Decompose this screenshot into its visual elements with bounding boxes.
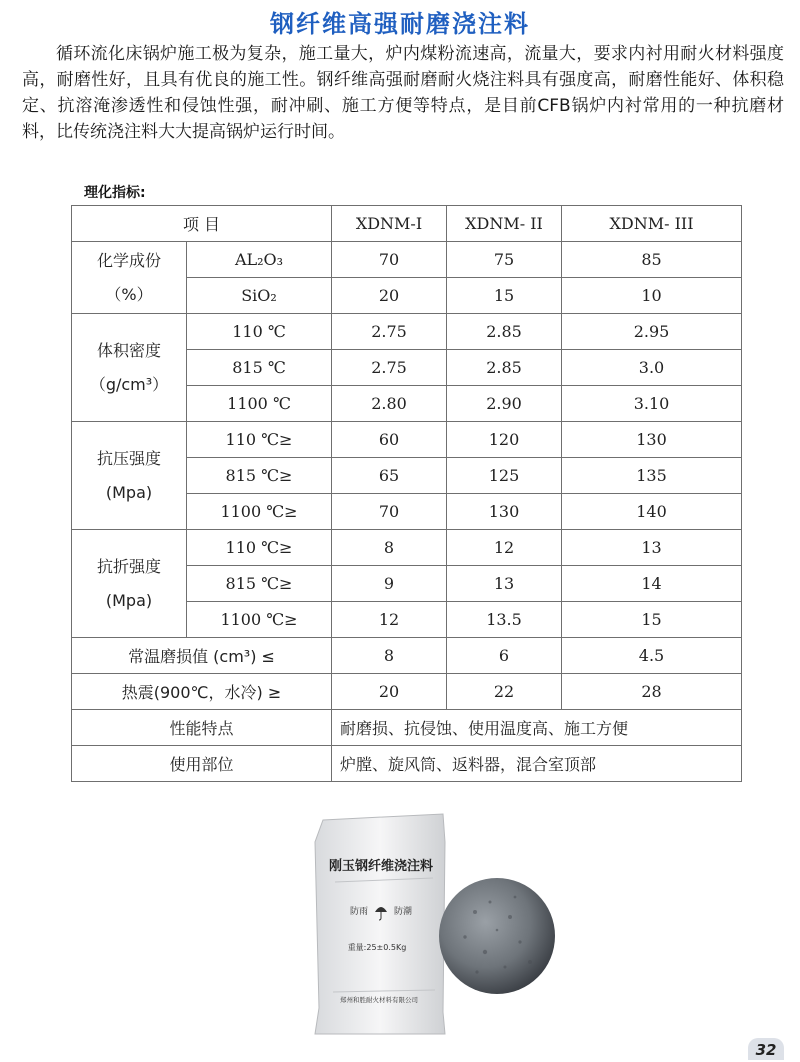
table-row [72,710,742,746]
cell-value: 8 [332,638,447,674]
group-label-flex [72,530,187,638]
cell-value: 15 [447,278,562,314]
cell-value: 2.95 [562,314,742,350]
table-row [72,242,742,278]
bag-title-text: 刚玉钢纤维浇注料 [328,859,434,874]
cell-value: 20 [332,674,447,710]
cell-value: 15 [562,602,742,638]
bag-warning-right: 防潮 [393,907,413,917]
cell-value: 65 [332,458,447,494]
table-row [72,530,742,566]
group-unit: （g/cm³） [89,374,169,394]
group-name: 体积密度 [96,340,161,360]
row-item: AL₂O₃ [187,242,332,278]
header-xdnm-3: XDNM- III [562,206,742,242]
cell-value: 6 [447,638,562,674]
row-item: 1100 ℃≥ [187,602,332,638]
row-item: 110 ℃ [187,314,332,350]
row-item-features: 性能特点 [72,710,332,746]
table-row [72,638,742,674]
cell-value: 120 [447,422,562,458]
cell-value: 70 [332,494,447,530]
row-item: 1100 ℃ [187,386,332,422]
group-unit: (Mpa) [105,482,153,502]
features-value: 耐磨损、抗侵蚀、使用温度高、施工方便 [332,710,742,746]
row-item: 110 ℃≥ [187,422,332,458]
group-label-density [72,314,187,422]
page-title: 钢纤维高强耐磨浇注料 [270,10,530,38]
header-xdnm-2: XDNM- II [447,206,562,242]
group-name: 抗压强度 [96,448,161,468]
cell-value: 13.5 [447,602,562,638]
cell-value: 13 [447,566,562,602]
group-name: 化学成份 [96,250,161,270]
row-item: 1100 ℃≥ [187,494,332,530]
cell-value: 12 [332,602,447,638]
usage-value: 炉膛、旋风筒、返料器，混合室顶部 [332,746,742,782]
cell-value: 75 [447,242,562,278]
spec-section-label: 理化指标: [84,185,146,201]
cell-value: 3.0 [562,350,742,386]
row-item: SiO₂ [187,278,332,314]
cell-value: 85 [562,242,742,278]
header-xdnm-1: XDNM-I [332,206,447,242]
cell-value: 13 [562,530,742,566]
cell-value: 9 [332,566,447,602]
cell-value: 140 [562,494,742,530]
cell-value: 3.10 [562,386,742,422]
material-sample [439,878,555,994]
cell-value: 8 [332,530,447,566]
cell-value: 130 [562,422,742,458]
page-number: 32 [748,1038,784,1060]
row-item: 815 ℃≥ [187,458,332,494]
table-row [72,314,742,350]
row-item: 110 ℃≥ [187,530,332,566]
cell-value: 130 [447,494,562,530]
group-name: 抗折强度 [96,556,161,576]
cell-value: 28 [562,674,742,710]
cell-value: 2.80 [332,386,447,422]
cell-value: 2.75 [332,314,447,350]
cell-value: 22 [447,674,562,710]
table-row [72,422,742,458]
header-item: 项 目 [72,206,332,242]
spec-table [71,205,742,782]
cell-value: 2.90 [447,386,562,422]
intro-paragraph: 循环流化床锅炉施工极为复杂，施工量大，炉内煤粉流速高，流量大，要求内衬用耐火材料强度高，耐磨性好，且具有优良的施工性。钢纤维高强耐磨耐火烧注料具有强度高，耐磨性能好、体积稳定、抗溶淹渗透性和侵蚀性强，耐冲刷、施工方便等特点，是目前CFB锅炉内衬常用的一种抗磨材料，比传统浇注料大大提高锅炉运行时间。 [22,44,784,142]
bag-warning-left: 防雨 [349,907,369,917]
cell-value: 125 [447,458,562,494]
cell-value: 60 [332,422,447,458]
cell-value: 12 [447,530,562,566]
cell-value: 20 [332,278,447,314]
group-label-chem [72,242,187,314]
cell-value: 2.85 [447,350,562,386]
table-row [72,674,742,710]
row-item: 815 ℃ [187,350,332,386]
row-item-shock: 热震(900℃，水冷) ≥ [72,674,332,710]
bag-weight-text: 重量:25±0.5Kg [347,943,407,952]
product-photo [305,812,565,1037]
cell-value: 70 [332,242,447,278]
bag-maker-text: 郑州和胜耐火材料有限公司 [340,996,418,1004]
cell-value: 10 [562,278,742,314]
row-item: 815 ℃≥ [187,566,332,602]
row-item-usage: 使用部位 [72,746,332,782]
group-unit: （%） [105,284,153,304]
row-item-wear: 常温磨损值 (cm³) ≤ [72,638,332,674]
cell-value: 2.85 [447,314,562,350]
cell-value: 135 [562,458,742,494]
table-row [72,746,742,782]
cell-value: 4.5 [562,638,742,674]
group-unit: (Mpa) [105,590,153,610]
cell-value: 2.75 [332,350,447,386]
cell-value: 14 [562,566,742,602]
group-label-compress [72,422,187,530]
table-header-row [72,206,742,242]
